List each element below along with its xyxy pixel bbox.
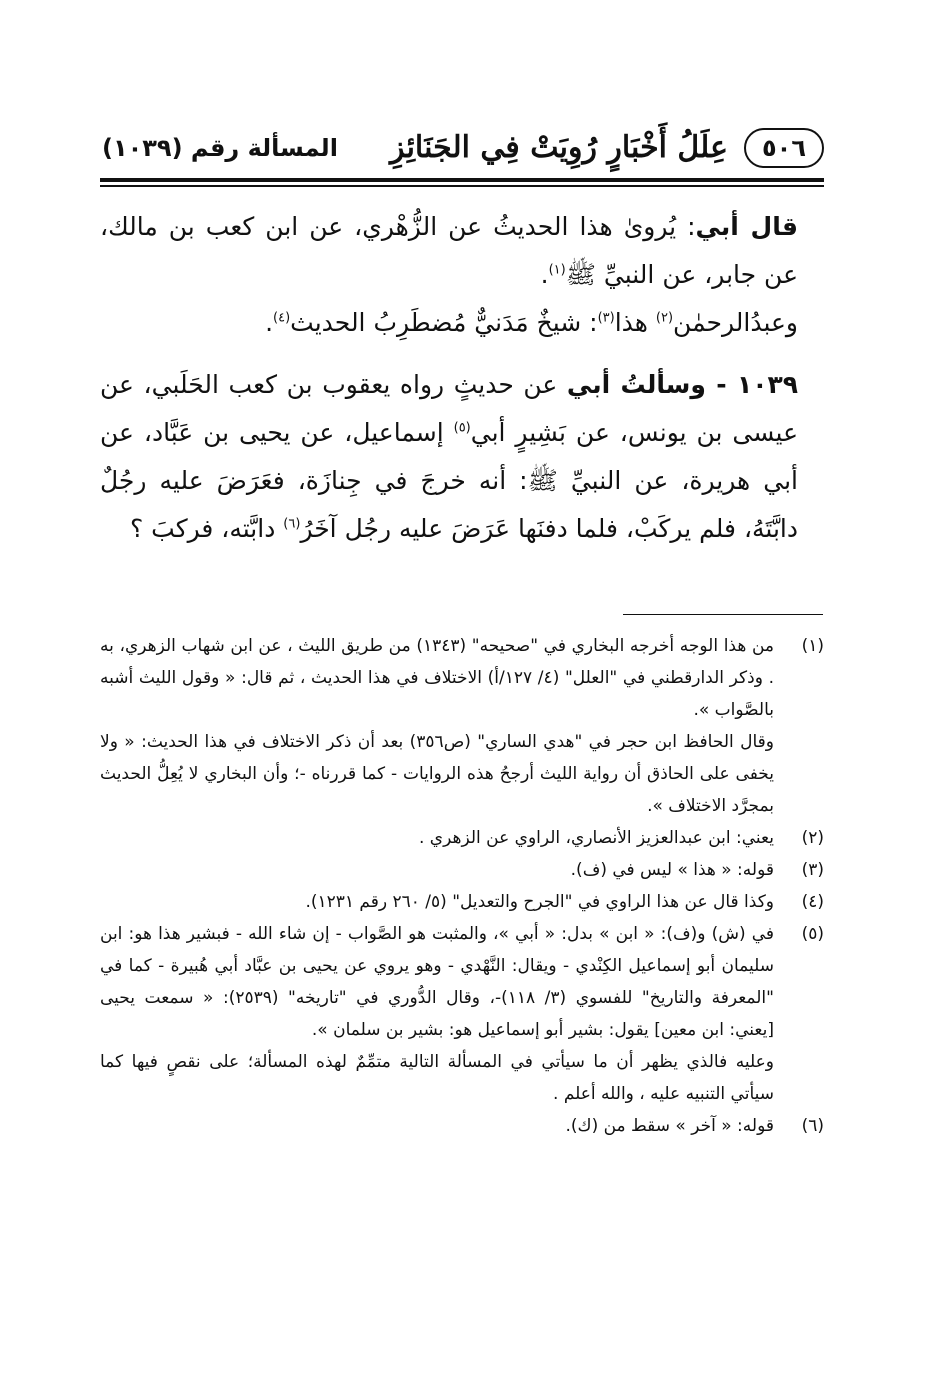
footnote-number: (٣): [801, 860, 824, 880]
paragraph-1-end: .: [540, 260, 549, 289]
question-number: ١٠٣٩: [736, 370, 798, 399]
question-lead: - وسألتُ أبي: [566, 370, 737, 399]
question-label: المسألة رقم (١٠٣٩): [102, 134, 338, 162]
footnote-text: قوله: « آخر » سقط من (ك).: [565, 1116, 774, 1136]
paragraph-2-c: : شيخٌ مَدَنيٌّ مُضطَرِبُ الحديث: [290, 308, 598, 337]
footnote-3: [100, 854, 824, 886]
footnote-number: (٥): [801, 924, 824, 944]
footnote-2: [100, 822, 824, 854]
paragraph-2-b: هذا: [614, 308, 656, 337]
paragraph-2: [100, 299, 824, 347]
footnote-text: من هذا الوجه أخرجه البخاري في "صحيحه" (١٣٤٣) من طريق الليث ، عن ابن شهاب الزهري، به . وذكر الدارقطني في "العلل" (٤/ ١٢٧/أ) الاختلاف في هذا الحديث ، ثم قال: « وقول الليث أشبه بالصَّواب ».: [100, 636, 774, 720]
footnote-number: (٤): [801, 892, 824, 912]
paragraph-1: [100, 203, 824, 299]
footnote-ref-4[interactable]: (٤): [273, 310, 291, 326]
footnote-number: (١): [801, 636, 824, 656]
footnote-text: وقال الحافظ ابن حجر في "هدي الساري" (ص٣٥٦) بعد أن ذكر الاختلاف في هذا الحديث: « ولا يخفى على الحاذق أن رواية الليث أرجحُ هذه الروايات - كما قررناه -؛ وأن البخاري لا يُعِلُّ الحديث بمجرَّد الاختلاف ».: [100, 732, 774, 816]
footnote-4: [100, 886, 824, 918]
question-text-c: دابَّته، فركبَ ؟: [129, 514, 284, 543]
footnote-ref-5[interactable]: (٥): [453, 420, 471, 436]
question-text-b: إسماعيل، عن يحيى بن عَبَّاد، عن أبي هريرة، عن النبيِّ ﷺ: أنه خرجَ في جِنازَة، فعَرَضَ عليه رجُلٌ دابَّتَهُ، فلم يركَبْ، فلما دفنَها عَرَضَ عليه رجُل آخَرُ: [100, 418, 798, 543]
page-number: ٥٠٦: [744, 128, 824, 168]
header-rule-thin: [100, 185, 824, 187]
footnote-number: (٦): [801, 1116, 824, 1136]
paragraph-1-lead: قال أبي: [695, 212, 798, 241]
footnote-1: [100, 630, 824, 822]
footnote-ref-3[interactable]: (٣): [597, 310, 615, 326]
footnote-number: (٢): [801, 828, 824, 848]
main-text: [100, 203, 824, 553]
footnote-text: يعني: ابن عبدالعزيز الأنصاري، الراوي عن الزهري .: [419, 828, 774, 848]
footnotes: [100, 630, 824, 1142]
paragraph-1-text: : يُروىٰ هذا الحديثُ عن الزُّهْري، عن ابن كعب بن مالك، عن جابر، عن النبيِّ ﷺ: [100, 212, 798, 289]
book-title: عِلَلُ أَخْبَارٍ رُوِيَتْ فِي الجَنَائِزِ: [390, 130, 728, 165]
footnote-5: [100, 918, 824, 1110]
paragraph-2-a: وعبدُالرحمٰن: [673, 308, 798, 337]
footnote-ref-6[interactable]: (٦): [283, 516, 301, 532]
question-text-a: عن حديثٍ رواه يعقوب بن كعب الحَلَبي، عن عيسى بن يونس، عن بَشِيرٍ أبي: [100, 370, 799, 447]
paragraph-2-end: .: [265, 308, 274, 337]
footnote-text: في (ش) و(ف): « ابن » بدل: « أبي »، والمثبت هو الصَّواب - إن شاء الله - فبشير هذا هو: ابن سليمان أبو إسماعيل الكِنْدي - ويقال: النَّهْدي - وهو يروي عن يحيى بن عبَّاد أبي هُبيرة - كما في "المعرفة والتاريخ" للفسوي (٣/ ١١٨)-، وقال الدُّوري في "تاريخه" (٢٥٣٩): « سمعت يحيى [يعني: ابن معين] يقول: بشير أبو إسماعيل هو: بشير بن سلمان ».: [100, 924, 774, 1040]
footnote-6: [100, 1110, 824, 1142]
question-paragraph: [100, 361, 824, 553]
footnote-ref-1[interactable]: (١): [548, 262, 566, 278]
footnote-ref-2[interactable]: (٢): [655, 310, 674, 326]
footnote-separator: [623, 614, 823, 615]
header-rule-thick: [100, 178, 824, 182]
footnote-text: وعليه فالذي يظهر أن ما سيأتي في المسألة التالية متمِّمٌ لهذه المسألة؛ على نقصٍ فيها كما سيأتي التنبيه عليه ، والله أعلم .: [100, 1052, 774, 1104]
footnote-text: وكذا قال عن هذا الراوي في "الجرح والتعديل" (٥/ ٢٦٠ رقم ١٢٣١).: [305, 892, 774, 912]
footnote-text: قوله: « هذا » ليس في (ف).: [570, 860, 774, 880]
running-header: [100, 122, 824, 174]
